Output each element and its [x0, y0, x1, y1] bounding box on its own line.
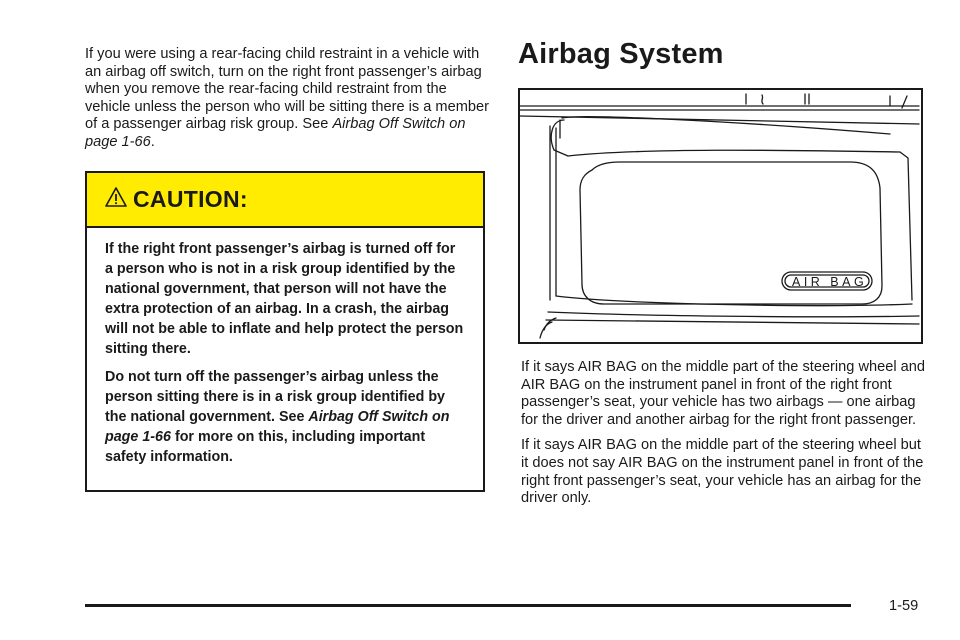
airbag-panel-illustration [518, 88, 923, 344]
instrument-panel-drawing [520, 90, 921, 342]
airbag-description [521, 359, 931, 516]
caution-paragraph-2 [105, 368, 467, 468]
intro-cross-reference: Airbag Off Switch on page 1-66 [85, 116, 466, 150]
caution-paragraph-1: If the right front passenger’s airbag is turned off for a person who is not in a risk group identified by the national government, that person will not have the extra protection of an airbag. In a crash, the airbag will not be able to inflate and help protect the person sitting there. [105, 241, 464, 357]
page-number: 1-59 [889, 598, 919, 614]
caution-box [85, 171, 485, 492]
caution-header [87, 173, 483, 228]
footer-rule [85, 604, 851, 607]
intro-paragraph [85, 46, 490, 152]
section-heading: Airbag System [518, 38, 724, 70]
intro-end: . [150, 133, 155, 150]
caution-cross-reference: Airbag Off Switch on page 1-66 [105, 409, 450, 446]
air-bag-label: AIR BAG [792, 275, 868, 289]
caution-p2-end: for more on this, including important safety information. [105, 429, 426, 466]
caution-p2-start: Do not turn off the passenger’s airbag unless the person sitting there is in a risk group identified by the national government. See [105, 369, 445, 426]
airbag-paragraph-1: If it says AIR BAG on the middle part of the steering wheel and AIR BAG on the instrument panel in front of the right front passenger’s seat, your vehicle has two airbags — one airbag for the driver and another airbag for the right front passenger. [521, 359, 925, 428]
caution-body [87, 228, 483, 468]
warning-triangle-icon [105, 186, 127, 208]
intro-text: If you were using a rear-facing child restraint in a vehicle with an airbag off switch, turn on the right front passenger’s airbag when you remove the rear-facing child restraint from the vehicle unless the person who will be sitting there is a member of a passenger airbag risk group. See [85, 46, 489, 133]
caution-title: CAUTION: [133, 186, 248, 212]
airbag-paragraph-2: If it says AIR BAG on the middle part of the steering wheel but it does not say AIR BAG on the instrument panel in front of the right front passenger’s seat, your vehicle has an airbag for the driver only. [521, 437, 924, 507]
